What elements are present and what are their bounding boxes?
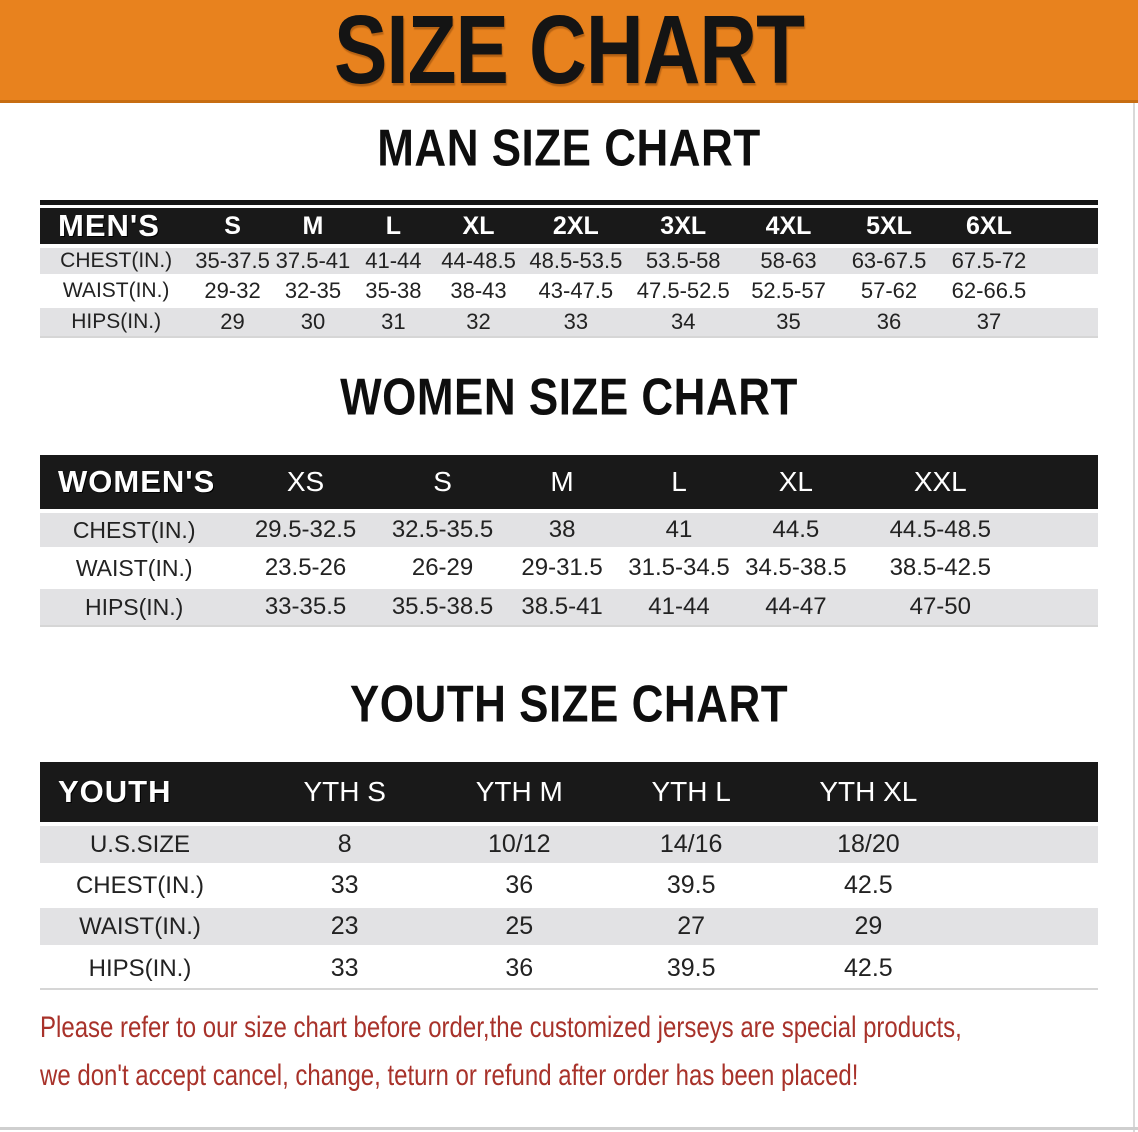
measure-row: [40, 589, 1098, 627]
value-cell: 58-63: [738, 248, 839, 278]
value-cell: 14/16: [589, 826, 793, 867]
size-col-header: YTH L: [589, 762, 793, 826]
value-cell: 44.5-48.5: [856, 513, 1025, 551]
value-cell: 62-66.5: [939, 278, 1038, 308]
value-cell: 35-37.5: [192, 248, 272, 278]
measure-row: [40, 248, 1098, 278]
size-col-header: M: [502, 455, 622, 513]
row-label: WAIST(IN.): [40, 908, 240, 949]
value-cell: 34.5-38.5: [736, 551, 856, 589]
footer-note-line-2: we don't accept cancel, change, teturn or refund after order has been placed!: [40, 1059, 859, 1092]
measure-row: [40, 278, 1098, 308]
row-label: HIPS(IN.): [40, 589, 228, 627]
value-cell: 32: [434, 308, 524, 338]
value-cell: 36: [839, 308, 940, 338]
value-cell: 23: [240, 908, 449, 949]
value-cell: 37: [939, 308, 1038, 338]
row-label: WAIST(IN.): [40, 278, 192, 308]
heading-youth-text: YOUTH SIZE CHART: [349, 675, 789, 734]
size-header-row: [40, 455, 1098, 513]
measure-row: [40, 308, 1098, 338]
measure-row: [40, 826, 1098, 867]
value-cell: 43-47.5: [523, 278, 628, 308]
page-bottom-edge-line: [0, 1127, 1138, 1130]
value-cell: 38-43: [434, 278, 524, 308]
value-cell: 44-48.5: [434, 248, 524, 278]
size-table-men: [40, 200, 1098, 338]
footer-note-line-1: Please refer to our size chart before order,the customized jerseys are special products,: [40, 1011, 962, 1044]
section-women: [0, 338, 1138, 627]
size-col-header: 3XL: [628, 205, 738, 248]
measure-row: [40, 949, 1098, 990]
heading-youth: [0, 675, 1138, 736]
footer-note: [40, 1004, 1138, 1100]
row-label: CHEST(IN.): [40, 513, 228, 551]
value-cell: 29: [192, 308, 272, 338]
value-cell: 36: [449, 949, 589, 990]
row-filler-cell: [943, 949, 1098, 990]
value-cell: 23.5-26: [228, 551, 382, 589]
value-cell: 31: [353, 308, 433, 338]
row-label: CHEST(IN.): [40, 248, 192, 278]
size-col-header: YTH XL: [793, 762, 943, 826]
value-cell: 35.5-38.5: [383, 589, 503, 627]
banner: [0, 0, 1138, 103]
row-label: CHEST(IN.): [40, 867, 240, 908]
value-cell: 38.5-42.5: [856, 551, 1025, 589]
value-cell: 67.5-72: [939, 248, 1038, 278]
size-col-header: S: [383, 455, 503, 513]
size-table-youth: [40, 762, 1098, 990]
size-col-header: L: [622, 455, 736, 513]
row-label: HIPS(IN.): [40, 308, 192, 338]
row-label: WAIST(IN.): [40, 551, 228, 589]
size-col-header: XXL: [856, 455, 1025, 513]
size-col-header: YTH S: [240, 762, 449, 826]
heading-men: [0, 119, 1138, 180]
value-cell: 33: [240, 867, 449, 908]
value-cell: 63-67.5: [839, 248, 940, 278]
row-filler-cell: [1039, 278, 1098, 308]
row-filler-cell: [1025, 551, 1098, 589]
row-filler-cell: [943, 908, 1098, 949]
value-cell: 52.5-57: [738, 278, 839, 308]
value-cell: 35: [738, 308, 839, 338]
value-cell: 44-47: [736, 589, 856, 627]
heading-men-text: MAN SIZE CHART: [377, 119, 761, 178]
value-cell: 25: [449, 908, 589, 949]
value-cell: 38: [502, 513, 622, 551]
size-col-header: XL: [736, 455, 856, 513]
measure-row: [40, 867, 1098, 908]
value-cell: 33: [523, 308, 628, 338]
row-filler-cell: [1039, 248, 1098, 278]
value-cell: 33-35.5: [228, 589, 382, 627]
value-cell: 30: [273, 308, 353, 338]
value-cell: 37.5-41: [273, 248, 353, 278]
value-cell: 29-32: [192, 278, 272, 308]
value-cell: 29.5-32.5: [228, 513, 382, 551]
value-cell: 42.5: [793, 867, 943, 908]
value-cell: 18/20: [793, 826, 943, 867]
section-youth: [0, 627, 1138, 990]
size-col-header: M: [273, 205, 353, 248]
value-cell: 35-38: [353, 278, 433, 308]
size-table-women: [40, 455, 1098, 627]
size-col-header: 6XL: [939, 205, 1038, 248]
value-cell: 57-62: [839, 278, 940, 308]
size-col-header: S: [192, 205, 272, 248]
value-cell: 53.5-58: [628, 248, 738, 278]
value-cell: 26-29: [383, 551, 503, 589]
value-cell: 31.5-34.5: [622, 551, 736, 589]
measure-row: [40, 551, 1098, 589]
measure-row: [40, 513, 1098, 551]
size-col-header: 4XL: [738, 205, 839, 248]
size-col-header: XL: [434, 205, 524, 248]
size-col-header: YTH M: [449, 762, 589, 826]
value-cell: 32.5-35.5: [383, 513, 503, 551]
header-filler-cell: [1025, 455, 1098, 513]
row-label: U.S.SIZE: [40, 826, 240, 867]
size-col-header: XS: [228, 455, 382, 513]
value-cell: 48.5-53.5: [523, 248, 628, 278]
value-cell: 44.5: [736, 513, 856, 551]
value-cell: 29-31.5: [502, 551, 622, 589]
size-col-header: 5XL: [839, 205, 940, 248]
value-cell: 10/12: [449, 826, 589, 867]
value-cell: 41-44: [622, 589, 736, 627]
row-filler-cell: [943, 826, 1098, 867]
size-header-row: [40, 762, 1098, 826]
value-cell: 41: [622, 513, 736, 551]
value-cell: 33: [240, 949, 449, 990]
value-cell: 32-35: [273, 278, 353, 308]
row-filler-cell: [1025, 589, 1098, 627]
row-filler-cell: [943, 867, 1098, 908]
header-filler-cell: [943, 762, 1098, 826]
row-label: HIPS(IN.): [40, 949, 240, 990]
value-cell: 38.5-41: [502, 589, 622, 627]
page-right-edge-line: [1133, 103, 1135, 1132]
group-label-youth: YOUTH: [40, 762, 240, 826]
group-label-men: MEN'S: [40, 205, 192, 248]
size-header-row: [40, 205, 1098, 248]
group-label-women: WOMEN'S: [40, 455, 228, 513]
value-cell: 47.5-52.5: [628, 278, 738, 308]
value-cell: 42.5: [793, 949, 943, 990]
value-cell: 39.5: [589, 867, 793, 908]
row-filler-cell: [1025, 513, 1098, 551]
value-cell: 29: [793, 908, 943, 949]
banner-title: SIZE CHART: [334, 0, 804, 104]
section-men: [0, 103, 1138, 338]
size-col-header: L: [353, 205, 433, 248]
header-filler-cell: [1039, 205, 1098, 248]
value-cell: 36: [449, 867, 589, 908]
value-cell: 34: [628, 308, 738, 338]
heading-women-text: WOMEN SIZE CHART: [340, 368, 798, 427]
value-cell: 8: [240, 826, 449, 867]
value-cell: 27: [589, 908, 793, 949]
value-cell: 41-44: [353, 248, 433, 278]
value-cell: 47-50: [856, 589, 1025, 627]
value-cell: 39.5: [589, 949, 793, 990]
measure-row: [40, 908, 1098, 949]
size-chart-sections: [0, 103, 1138, 990]
heading-women: [0, 368, 1138, 429]
size-col-header: 2XL: [523, 205, 628, 248]
row-filler-cell: [1039, 308, 1098, 338]
